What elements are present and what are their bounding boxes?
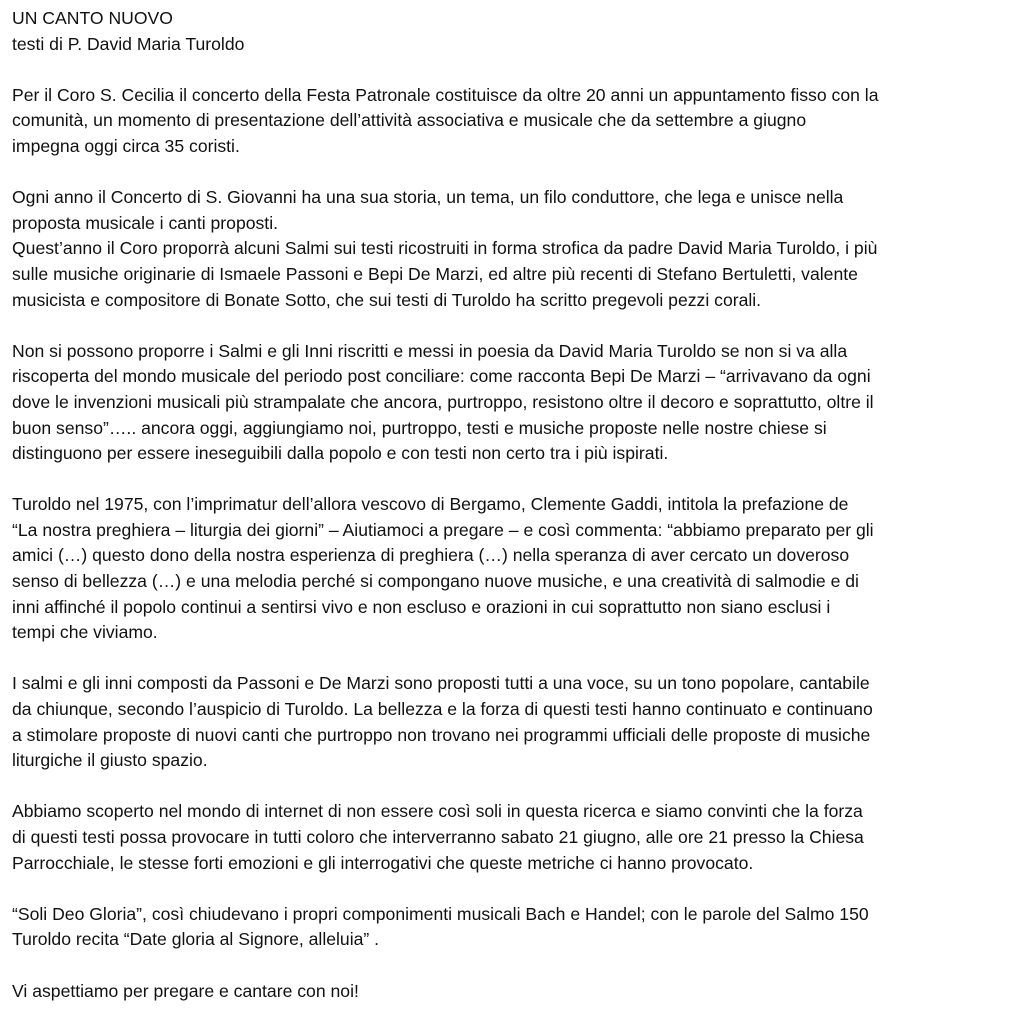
paragraph-line: riscoperta del mondo musicale del periodo post conciliare: come racconta Bepi De Marzi – “arrivavano da ogni bbox=[12, 366, 871, 387]
paragraph-line: distinguono per essere ineseguibili dalla popolo e con testi non certo tra i più ispirati. bbox=[12, 443, 669, 464]
paragraph-line: Turoldo nel 1975, con l’imprimatur dell’allora vescovo di Bergamo, Clemente Gaddi, intitola la prefazione de bbox=[12, 494, 849, 515]
paragraph-line: dove le invenzioni musicali più strampalate che ancora, purtroppo, resistono oltre il decoro e soprattutto, oltre il bbox=[12, 391, 874, 412]
paragraph-line: amici (…) questo dono della nostra esperienza di preghiera (…) nella speranza di aver cercato un doveroso bbox=[12, 545, 850, 566]
paragraph-line: Abbiamo scoperto nel mondo di internet di non essere così soli in questa ricerca e siamo convinti che la forza bbox=[12, 801, 863, 822]
paragraphs bbox=[12, 83, 1012, 1004]
paragraph bbox=[12, 979, 1012, 1005]
paragraph-line: da chiunque, secondo l’auspicio di Turoldo. La bellezza e la forza di questi testi hanno continuato e continuano bbox=[12, 699, 873, 720]
paragraph-line: I salmi e gli inni composti da Passoni e De Marzi sono proposti tutti a una voce, su un tono popolare, cantabile bbox=[12, 673, 870, 694]
paragraph-line: Turoldo recita “Date gloria al Signore, alleluia” . bbox=[12, 929, 380, 950]
paragraph-line: proposta musicale i canti proposti. bbox=[12, 212, 278, 233]
paragraph bbox=[12, 902, 1012, 953]
paragraph-line: di questi testi possa provocare in tutti coloro che interverranno sabato 21 giugno, alle ore 21 presso la Chiesa bbox=[12, 827, 864, 847]
paragraph-line: liturgiche il giusto spazio. bbox=[12, 750, 208, 771]
header bbox=[12, 6, 1012, 57]
paragraph-line: Vi aspettiamo per pregare e cantare con noi! bbox=[12, 980, 359, 1001]
document-title: UN CANTO NUOVO bbox=[12, 8, 173, 28]
paragraph bbox=[12, 83, 1012, 160]
paragraph-line: Parrocchiale, le stesse forti emozioni e gli interrogativi che queste metriche ci hanno provocato. bbox=[12, 852, 754, 873]
paragraph-line: comunità, un momento di presentazione dell’attività associativa e musicale che da settembre a giugno bbox=[12, 110, 807, 131]
document bbox=[12, 6, 1012, 1004]
paragraph-line: Non si possono proporre i Salmi e gli Inni riscritti e messi in poesia da David Maria Turoldo se non si va alla bbox=[12, 340, 848, 361]
paragraph-line: “La nostra preghiera – liturgia dei giorni” – Aiutiamoci a pregare – e così commenta: “abbiamo preparato per gli bbox=[12, 519, 874, 540]
paragraph bbox=[12, 185, 1012, 313]
paragraph-line: Per il Coro S. Cecilia il concerto della Festa Patronale costituisce da oltre 20 anni un appuntamento fisso con la bbox=[12, 84, 879, 105]
paragraph bbox=[12, 339, 1012, 467]
paragraph-line: Quest’anno il Coro proporrà alcuni Salmi sui testi ricostruiti in forma strofica da padre David Maria Turoldo, i più bbox=[12, 238, 878, 259]
paragraph-line: impegna oggi circa 35 coristi. bbox=[12, 135, 240, 156]
paragraph bbox=[12, 671, 1012, 773]
paragraph-line: sulle musiche originarie di Ismaele Passoni e Bepi De Marzi, ed altre più recenti di Stefano Bertuletti, valente bbox=[12, 263, 858, 284]
paragraph-line: a stimolare proposte di nuovi canti che purtroppo non trovano nei programmi ufficiali delle proposte di musiche bbox=[12, 724, 871, 745]
paragraph-line: “Soli Deo Gloria”, così chiudevano i propri componimenti musicali Bach e Handel; con le parole del Salmo 150 bbox=[12, 903, 869, 924]
paragraph bbox=[12, 492, 1012, 646]
paragraph-line: Ogni anno il Concerto di S. Giovanni ha una sua storia, un tema, un filo conduttore, che lega e unisce nella bbox=[12, 187, 844, 208]
paragraph-line: buon senso”….. ancora oggi, aggiungiamo noi, purtroppo, testi e musiche proposte nelle nostre chiese si bbox=[12, 417, 827, 438]
paragraph-line: tempi che viviamo. bbox=[12, 622, 158, 643]
paragraph-line: musicista e compositore di Bonate Sotto, che sui testi di Turoldo ha scritto pregevoli pezzi corali. bbox=[12, 289, 762, 310]
paragraph bbox=[12, 799, 1012, 876]
document-subtitle: testi di P. David Maria Turoldo bbox=[12, 33, 245, 54]
paragraph-line: inni affinché il popolo continui a sentirsi vivo e non escluso e orazioni in cui soprattutto non siano esclusi i bbox=[12, 596, 831, 617]
paragraph-line: senso di bellezza (…) e una melodia perché si compongano nuove musiche, e una creatività di salmodie e di bbox=[12, 571, 859, 592]
